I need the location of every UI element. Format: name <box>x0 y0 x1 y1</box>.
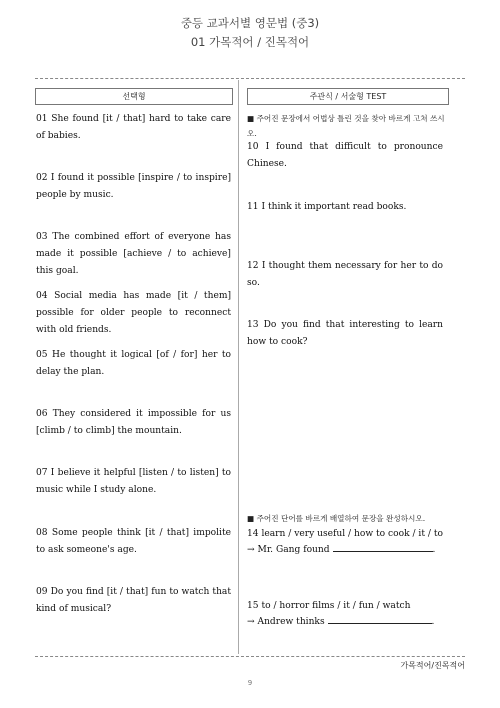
question-02: 02 I found it possible [inspire / to inspire] people by music. <box>36 173 231 200</box>
answer-suffix-15: . <box>431 617 435 627</box>
instruction-correct-errors: ■ 주어진 문장에서 어법상 틀린 것을 찾아 바르게 고쳐 쓰시오. <box>247 114 445 138</box>
question-03: 03 The combined effort of everyone has made it possible [achieve / to achieve] this goal. <box>36 232 231 276</box>
question-13: 13 Do you find that interesting to learn how to cook? <box>247 320 443 347</box>
question-04: 04 Social media has made [it / them] possible for older people to reconnect with old friends. <box>36 291 231 335</box>
question-10: 10 I found that difficult to pronounce Chinese. <box>247 142 443 169</box>
answer-line-15 <box>247 614 443 631</box>
question-08: 08 Some people think [it / that] impolite to ask someone's age. <box>36 528 231 555</box>
page-number: 9 <box>247 679 253 687</box>
answer-prefix-14: → Mr. Gang found <box>247 545 330 555</box>
right-column-heading: 주관식 / 서술형 TEST <box>247 88 449 105</box>
question-09: 09 Do you find [it / that] fun to watch that kind of musical? <box>36 587 231 614</box>
bottom-divider <box>35 656 465 657</box>
question-14: 14 learn / very useful / how to cook / it / to <box>247 529 443 539</box>
answer-blank-15[interactable] <box>328 614 432 624</box>
page-subtitle: 01 가목적어 / 진목적어 <box>190 35 310 49</box>
column-divider <box>238 80 239 654</box>
question-11: 11 I think it important read books. <box>247 202 407 212</box>
question-01: 01 She found [it / that] hard to take care of babies. <box>36 114 231 141</box>
question-05: 05 He thought it logical [of / for] her to delay the plan. <box>36 350 231 377</box>
left-column-heading: 선택형 <box>35 88 233 105</box>
answer-prefix-15: → Andrew thinks <box>247 617 325 627</box>
question-07: 07 I believe it helpful [listen / to listen] to music while I study alone. <box>36 468 231 495</box>
instruction-arrange-words: ■ 주어진 단어를 바르게 배열하여 문장을 완성하시오. <box>247 514 426 523</box>
answer-suffix-14: . <box>432 545 436 555</box>
footer-label: 가목적어/진목적어 <box>400 661 465 670</box>
answer-line-14 <box>247 542 443 559</box>
top-divider <box>35 78 465 79</box>
question-06: 06 They considered it impossible for us [climb / to climb] the mountain. <box>36 409 231 436</box>
question-12: 12 I thought them necessary for her to do so. <box>247 261 443 288</box>
answer-blank-14[interactable] <box>333 542 433 552</box>
page-title: 중등 교과서별 영문법 (중3) <box>180 16 320 30</box>
question-15: 15 to / horror films / it / fun / watch <box>247 601 411 611</box>
